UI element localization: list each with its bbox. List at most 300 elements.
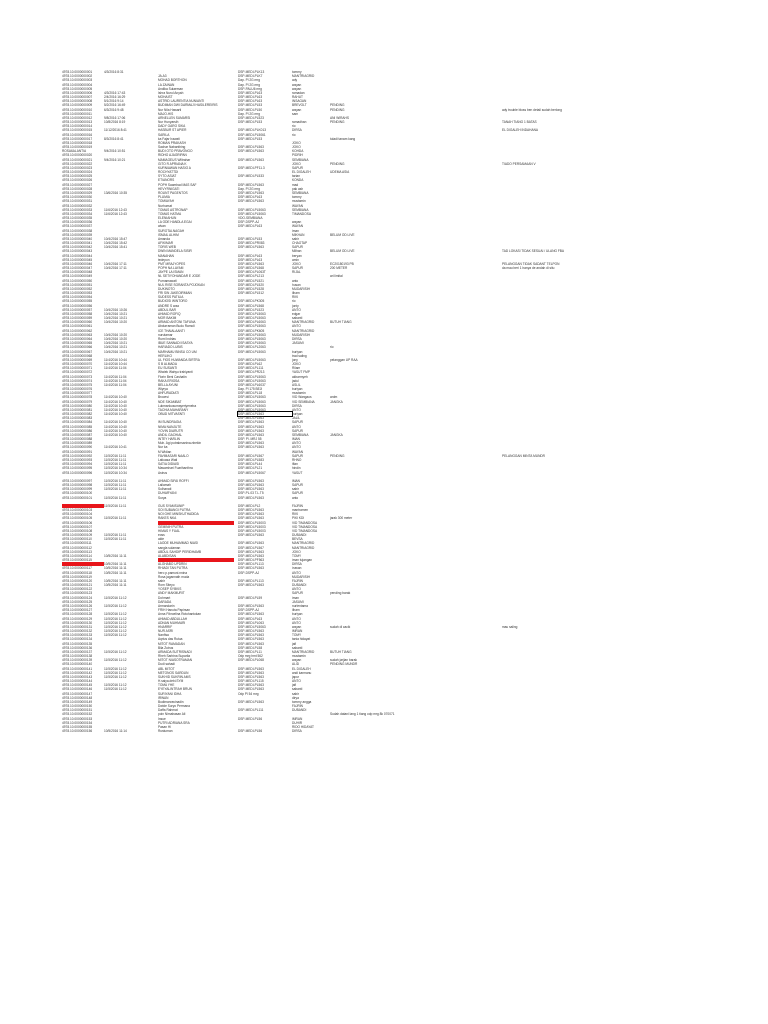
- status-cell: BELUM OD LIVE: [330, 249, 355, 254]
- order-id-cell: 4978.10.0000000117: [62, 566, 92, 571]
- date-cell: 10/5/2016 11:11: [104, 570, 127, 575]
- order-id-cell: 4978.10.0000000147: [62, 691, 93, 696]
- order-id-cell: 4978.10.0000000092: [62, 453, 93, 458]
- customer-name-cell: MAMAGEUS Wiltrahar: [158, 157, 191, 162]
- technician-cell: EL DIGALEH: [292, 666, 311, 671]
- order-id-cell: 4978.10.0000000112: [62, 545, 92, 550]
- technician-cell: iruwan: [292, 566, 302, 571]
- odp-cell: DSP-MEDI-PL563: [238, 145, 264, 150]
- status-cell: tuladi tanam kang: [330, 136, 356, 141]
- order-id-cell: 4978.10.0000000107: [62, 524, 93, 529]
- customer-name-cell: ROCHYATTDI: [158, 170, 179, 175]
- technician-cell: ANTO: [292, 587, 301, 592]
- technician-cell: BREVOLT: [292, 103, 307, 108]
- order-id-cell: 4978.10.0000000028: [62, 186, 93, 191]
- odp-cell: VDO-SEMBIANA: [238, 216, 263, 221]
- date-cell: 11/4/2016 10:40: [104, 399, 127, 404]
- order-id-cell: 4978.10.0000000008: [62, 99, 93, 104]
- customer-name-cell: NUR ASRI: [158, 629, 174, 634]
- date-cell: 11/4/2016 10:44: [104, 362, 127, 367]
- date-cell: 9/4/2016 10:21: [104, 157, 126, 162]
- order-id-cell: 4978.10.0000000128: [62, 612, 93, 617]
- technician-cell: DIRSA: [292, 128, 302, 133]
- odp-cell: DSP-MEDI-PL568: [238, 266, 264, 271]
- order-id-cell: 4978.10.0000000101: [62, 495, 93, 500]
- odp-cell: DSP-MEDI-PL563: [238, 245, 264, 250]
- date-cell: 11/5/2016 11:11: [104, 537, 127, 542]
- odp-cell: Dap. Pl 2G mrg: [238, 186, 260, 191]
- order-id-cell: 4978.10.0000000040: [62, 236, 93, 241]
- order-id-cell: 4978.10.0000000038: [62, 228, 93, 233]
- odp-cell: DSP-MEDI-PL58: [238, 645, 263, 650]
- order-id-cell: 4978.10.0000000079: [62, 399, 93, 404]
- status-cell: ardm: [330, 395, 338, 400]
- odp-cell: DSP-MEDI-PL563: [238, 633, 264, 638]
- technician-cell: edgar: [292, 311, 301, 316]
- odp-cell: DSP-MEDI-PL563: [238, 666, 264, 671]
- date-cell: 11/4/2016 10:40: [104, 424, 127, 429]
- status-cell: ANI WIRAHS: [330, 115, 349, 120]
- order-id-cell: 4978.10.0000000120: [62, 578, 93, 583]
- customer-name-cell: HIMAS Y FUAL: [158, 528, 181, 533]
- customer-name-cell: S B ALMADA: [158, 362, 177, 367]
- odp-cell: DSP-MEDI-PL5067: [238, 470, 266, 475]
- technician-cell: IMRAN: [292, 629, 303, 634]
- date-cell: 13/6/2016 10:35: [104, 190, 128, 195]
- odp-cell: DSP-MEDI-PL563: [238, 190, 264, 195]
- technician-cell: DIRSA: [292, 562, 302, 567]
- odp-cell: DSP-MEDI-PL5063: [238, 337, 266, 341]
- order-id-cell: 4978.10.0000000144: [62, 679, 93, 684]
- customer-name-cell: M Widian: [158, 449, 172, 454]
- odp-cell: DSP-MEDI-PL523: [238, 115, 264, 120]
- technician-cell: sabir: [292, 691, 299, 696]
- odp-cell: DSP-MEDI-PL113: [238, 562, 264, 567]
- remark-cell: PELANGGAN TIDAK SADANT TELPON: [502, 261, 560, 266]
- order-id-cell: 4978.10.0000000114: [62, 553, 92, 558]
- order-id-cell: ROSA6ALANTIA: [62, 149, 87, 154]
- odp-cell: DSP-MEDI-PL568: [238, 303, 264, 308]
- technician-cell: SAPUR: [292, 428, 303, 433]
- status-cell: BUTUH TIANG: [330, 320, 352, 325]
- date-cell: 10/5/2016 11:14: [104, 729, 127, 734]
- date-cell: 6/3/2016 9:48: [104, 107, 124, 112]
- order-id-cell: 4978.10.0000000076: [62, 387, 93, 392]
- date-cell: 5/2/2016 16:49: [104, 103, 126, 108]
- order-id-cell: 4978.10.0000000005: [62, 86, 93, 91]
- customer-name-cell: BUDIMAN DWI DARMAJI HASILEREIRIS: [158, 103, 218, 108]
- order-id-cell: 4978.10.0000000034: [62, 211, 93, 216]
- technician-cell: iflan: [292, 462, 298, 467]
- odp-cell: DSP-MEDI-PL5063: [238, 332, 266, 337]
- technician-cell: RIJAL: [292, 270, 301, 275]
- order-id-cell: 4978.10.0000000032: [62, 203, 93, 208]
- customer-name-cell: UL FIOS HUWANDA SIRTRA: [158, 357, 200, 362]
- technician-cell: FAJRIN: [292, 704, 303, 709]
- customer-name-cell: Sulhanati: [158, 487, 172, 492]
- technician-cell: Milhan: [292, 249, 302, 254]
- technician-cell: TIMANDOSA: [292, 211, 311, 216]
- odp-cell: DSP-MEDI-PL563: [238, 549, 264, 554]
- customer-name-cell: DWIN MANDELA SISIR: [158, 249, 192, 254]
- order-id-cell: 4978.10.0000000131: [62, 624, 93, 629]
- order-id-cell: 4978.10.0000000048: [62, 270, 93, 275]
- remark-cell: mau saling: [502, 624, 518, 629]
- odp-cell: DSP-MEDI-PL5003: [238, 524, 266, 529]
- date-cell: 4/3/2016 17:43: [104, 90, 126, 95]
- order-id-cell: 4978.10.0000000027: [62, 182, 93, 187]
- technician-cell: buriyan: [292, 387, 303, 392]
- customer-name-cell: IRWAN: [158, 695, 169, 700]
- technician-cell: ANTO: [292, 679, 301, 684]
- odp-cell: DSP-MEDI-PL583: [238, 457, 264, 462]
- date-cell: 11/5/2016 11:11: [104, 462, 127, 467]
- date-cell: 11/5/2016 11:11: [104, 457, 127, 462]
- order-id-cell: 4978.10.0000000091: [62, 449, 93, 454]
- technician-cell: MANTRIAGRID: [292, 320, 315, 325]
- date-cell: 9/4/2016 10:51: [104, 149, 126, 154]
- technician-cell: JOKO: [292, 261, 301, 266]
- odp-cell: DSP-MEDI-PL6063: [238, 320, 266, 325]
- order-id-cell: 4978.10.0000000085: [62, 424, 93, 429]
- order-id-cell: 4978.10.0000000047: [62, 266, 93, 271]
- technician-cell: PIDRIH: [292, 153, 303, 158]
- date-cell: 11/5/2016 11:12: [104, 687, 127, 692]
- odp-cell: DSP-MEDI-PL563: [238, 512, 264, 517]
- technician-cell: JASUMI: [292, 599, 304, 604]
- technician-cell: MIKHAN: [292, 232, 305, 237]
- order-id-cell: 4978.10.0000000054: [62, 295, 93, 300]
- odp-cell: DSP-MEDI-PL5063: [238, 316, 266, 321]
- order-id-cell: 4978.10.0000000136: [62, 645, 93, 650]
- technician-cell: SEMBIANA: [292, 190, 309, 195]
- technician-cell: tommy: [292, 195, 302, 200]
- technician-cell: mustamin: [292, 654, 306, 659]
- customer-name-cell: AHFURADIATI: [158, 391, 180, 396]
- date-cell: 10/4/2016 15:47: [104, 236, 128, 241]
- odp-cell: DSP-MEDI-PL5063: [238, 374, 266, 379]
- order-id-cell: 4978.10.0000000096: [62, 470, 93, 475]
- technician-cell: ilham: [292, 291, 300, 296]
- technician-cell: jafi: [292, 683, 297, 688]
- odp-cell: DSP-MEDI-PL111: [238, 366, 264, 371]
- odp-cell: DSP-MEDI-PL563: [238, 416, 264, 421]
- odp-cell: DSP-MEDI-PK605: [238, 328, 265, 333]
- technician-cell: dirya: [292, 695, 299, 700]
- customer-name-cell: JA.A3: [158, 74, 167, 79]
- odp-cell: DSP-MEDI-PL563: [238, 629, 264, 634]
- order-id-cell: 4978.10.0000000067: [62, 349, 93, 354]
- date-cell: 11/5/2016 11:11: [104, 495, 127, 500]
- technician-cell: wayan: [292, 220, 302, 225]
- order-id-cell: 4978.10.0000000071: [62, 366, 93, 371]
- technician-cell: VID SEMBIANA: [292, 399, 315, 404]
- order-id-cell: 4978.10.0000000031: [62, 199, 93, 204]
- date-cell: 11/4/2016 10:41: [104, 445, 127, 450]
- odp-cell: DSP-MEDI-PL2: [238, 503, 261, 508]
- technician-cell: nurlentama: [292, 604, 308, 608]
- odp-cell: DSP-MEDI-PL53: [238, 103, 263, 108]
- order-id-cell: 4978.10.0000000053: [62, 291, 93, 296]
- order-id-cell: 4978.10.0000000141: [62, 666, 93, 671]
- order-id-cell: 4978.10.0000000066: [62, 345, 93, 350]
- odp-cell: DSP-MEDI-PL563: [238, 553, 264, 558]
- order-id-cell: 4978.10.0000000156: [62, 729, 93, 734]
- status-cell: PENDING: [330, 107, 345, 112]
- odp-cell: DSP-MEDI-PL63: [238, 253, 263, 258]
- technician-cell: FAJRIN: [292, 578, 303, 583]
- odp-cell: DSP-MEDI-PR083: [238, 241, 265, 246]
- technician-cell: JASUMI: [292, 341, 304, 346]
- technician-cell: japur: [292, 674, 300, 679]
- customer-name-cell: Abdurraman Budu Ramoli: [158, 324, 195, 329]
- order-id-cell: 4978.10.0000000115: [62, 558, 92, 563]
- customer-name-cell: ISMAIL ALHIM: [158, 232, 179, 237]
- order-id-cell: 4978.10.0000000060: [62, 320, 93, 325]
- order-id-cell: 4978.10.0000000152: [62, 712, 93, 717]
- customer-name-cell: nurutamar: [158, 332, 173, 337]
- customer-name-cell: SURIYANI IDHA: [158, 691, 182, 696]
- customer-name-cell: Wiyrya: [158, 387, 168, 392]
- odp-cell: DSP-DSPP-AJ: [238, 220, 260, 225]
- technician-cell: tania hidayat: [292, 637, 311, 642]
- date-cell: 10/4/2016 15:42: [104, 241, 128, 246]
- date-cell: 10/4/2016 15:41: [104, 245, 128, 250]
- technician-cell: sabir: [292, 236, 299, 241]
- odp-cell: DSP-MEDI-PLK13: [238, 70, 265, 74]
- date-cell: 11/5/2016 10:34: [104, 466, 127, 471]
- technician-cell: sabanti: [292, 645, 303, 650]
- odp-cell: DSP-MEDI-PL563: [238, 182, 264, 187]
- customer-name-cell: RAKA ERIOSA: [158, 378, 180, 383]
- order-id-cell: 4978.10.0000000069: [62, 357, 93, 362]
- technician-cell: ALID: [292, 662, 300, 667]
- date-cell: 11/5/2016 11:12: [104, 629, 127, 634]
- order-id-cell: 4978.10.0000000121: [62, 583, 93, 588]
- customer-name-cell: Armandarin: [158, 604, 175, 608]
- customer-name-cell: Lukmankusumayeriyeneba: [158, 403, 197, 408]
- customer-name-cell: TACHIA MAHARANY: [158, 407, 189, 412]
- date-cell: 2/4/2016 16:29: [104, 95, 126, 100]
- order-id-cell: 4978.10.0000000051: [62, 282, 93, 287]
- odp-cell: DSP-MEDI-PL113: [238, 578, 264, 583]
- technician-cell: anto: [292, 495, 299, 500]
- customer-name-cell: BELLA AYUNI: [158, 382, 178, 387]
- odp-cell: Dap. Pl 2G mrg: [238, 82, 260, 87]
- technician-cell: MANTRIAGRID: [292, 545, 315, 550]
- customer-name-cell: ROUNT PAGENTOS: [158, 190, 188, 195]
- date-cell: 10/4/2016 17:11: [104, 261, 127, 266]
- order-id-cell: 4978.10.0000000013: [62, 120, 93, 125]
- date-cell: 10/4/2016 10:21: [104, 345, 128, 350]
- order-id-cell: 4978.10.0000000033: [62, 207, 93, 212]
- technician-cell: DUBANDI: [292, 533, 307, 538]
- date-cell: 10/4/2016 10:20: [104, 320, 128, 325]
- odp-cell: DSP-DSPP-AJ: [238, 608, 260, 613]
- odp-cell: Odp Pl 54 mrg: [238, 691, 259, 696]
- technician-cell: YASUT FMP: [292, 370, 310, 375]
- customer-name-cell: eoss: [158, 533, 165, 538]
- technician-cell: VID TIMANDOSA: [292, 528, 318, 533]
- date-cell: 11/4/2016 10:40: [104, 412, 127, 417]
- remark-cell: EL DIGALEH INDAHANA: [502, 128, 539, 133]
- order-id-cell: 4978.10.0000000099: [62, 487, 93, 492]
- customer-name-cell: LAODE MUHAMMAD NIASI: [158, 541, 199, 546]
- technician-cell: wayan: [292, 107, 302, 112]
- odp-cell: DSP. Pl. MRJ 55: [238, 437, 262, 442]
- customer-name-cell: EU SUSANTI: [158, 366, 178, 371]
- order-id-cell: 4978.10.0000000007: [62, 95, 93, 100]
- technician-cell: ASLIL: [292, 382, 301, 387]
- odp-cell: Dap. Pl 2G mrg: [238, 78, 260, 83]
- remark-cell: TIADO PERSAMAAN V: [502, 161, 536, 166]
- date-cell: 5/1/2016 9:14: [104, 99, 124, 104]
- technician-cell: wayan: [292, 624, 302, 629]
- date-cell: 11/5/2016 11:12: [104, 670, 127, 675]
- customer-name-cell: Sachar Nabanthing: [158, 145, 186, 150]
- customer-name-cell: MAJO-HIS: [158, 111, 174, 116]
- order-id-cell: 4978.10.0000000078: [62, 395, 93, 400]
- customer-name-cell: NUL RISE SORANTA POJOKAN: [158, 282, 205, 287]
- date-cell: 11/4/2016 11:04: [104, 366, 127, 371]
- odp-cell: DSP-MEDI-PL068: [238, 658, 264, 663]
- customer-name-cell: Dohmart: [158, 595, 171, 600]
- odp-cell: DSP-MEDI-PL563: [238, 541, 264, 546]
- customer-name-cell: MARHAMU BINSU CO UM: [158, 349, 197, 354]
- technician-cell: rio: [292, 132, 296, 137]
- order-id-cell: 4978.10.0000000090: [62, 445, 93, 450]
- odp-cell: DSP-MEDI-PL21: [238, 466, 263, 471]
- technician-cell: FAJRIN: [292, 503, 303, 508]
- date-cell: 10/5/2016 11:11: [104, 583, 127, 588]
- customer-name-cell: Nur Nila Hawarti: [158, 107, 182, 112]
- odp-cell: DSP-MEDI-PL563: [238, 508, 264, 513]
- date-cell: 11/4/2016 11:04: [104, 382, 127, 387]
- customer-name-cell: Nur Hunyarsih: [158, 120, 179, 125]
- technician-cell: WAYAN: [292, 203, 304, 208]
- technician-cell: JOKO: [292, 145, 301, 150]
- order-id-cell: 4978.10.0000000080: [62, 403, 93, 408]
- customer-name-cell: HARIADO LUBIS: [158, 345, 183, 350]
- customer-name-cell: IBUE SANNADI ISASYA: [158, 341, 193, 346]
- date-cell: 11/5/2016 11:12: [104, 620, 127, 625]
- customer-name-cell: DUHARYANI: [158, 491, 177, 496]
- customer-name-cell: TOMAS ASTRONAP: [158, 207, 188, 212]
- odp-cell: DSP-MEDI-PL512: [238, 291, 264, 296]
- customer-name-cell: Rosa jagannath muda: [158, 574, 190, 579]
- odp-cell: DSP-MEDI-PLK013: [238, 128, 266, 133]
- order-id-cell: 4978.10.0000000021: [62, 157, 93, 162]
- date-cell: 11/5/2016 11:12: [104, 674, 127, 679]
- remark-cell: TANAH TIANG 1 BATAS: [502, 120, 537, 125]
- customer-name-cell: HERLIKO: [158, 353, 172, 358]
- order-id-cell: 4978.10.0000000001: [62, 70, 93, 74]
- customer-name-cell: PLUMIA: [158, 195, 170, 200]
- order-id-cell: 4978.10.0000000010: [62, 107, 93, 112]
- status-cell: sudah jarjian barak: [330, 658, 357, 663]
- odp-cell: DSP-MEDI-PL5063: [238, 311, 266, 316]
- technician-cell: jony: [292, 357, 298, 362]
- odp-cell: DSP-MEDI-PL18: [238, 391, 263, 396]
- customer-name-cell: PUTRI ADRIANA SRA: [158, 720, 190, 725]
- customer-name-cell: poin Nimahasan Ali: [158, 712, 186, 717]
- status-cell: PENDING: [330, 453, 345, 458]
- order-id-cell: 4978.10.0000000134: [62, 637, 93, 642]
- order-id-cell: 4978.10.0000000142: [62, 670, 93, 675]
- customer-name-cell: NL SETIYOHANDAR E JODE: [158, 274, 201, 279]
- odp-cell: DSP-MEDI-PL5063: [238, 399, 266, 404]
- customer-name-cell: Ishra Nurul Anyah: [158, 90, 184, 95]
- order-id-cell: 4978.10.0000000063: [62, 332, 93, 337]
- customer-name-cell: RAKES NKA: [158, 516, 177, 521]
- order-id-cell: 4978.10.0000000004: [62, 82, 93, 87]
- customer-name-cell: NIMA NANJUTE: [158, 424, 182, 429]
- date-cell: 11/4/2016 10:40: [104, 432, 127, 437]
- odp-cell: DSP-MEDI-PL563: [238, 157, 264, 162]
- technician-cell: PIKI KDI: [292, 516, 305, 521]
- odp-cell: DSP-MEDI-PL563: [238, 533, 264, 538]
- technician-cell: mad: [292, 182, 299, 187]
- technician-cell: andi karmanu: [292, 670, 312, 675]
- order-id-cell: 4978.10.0000000119: [62, 574, 92, 579]
- order-id-cell: 4978.10.0000000020: [62, 153, 93, 158]
- date-cell: 10/8/2016 8:19: [104, 120, 126, 125]
- technician-cell: SEMBIANA: [292, 207, 309, 212]
- customer-name-cell: MITOT RAMADAN: [158, 641, 185, 646]
- customer-name-cell: GUS SYAMSUNIP: [158, 503, 185, 508]
- odp-cell: DSP-MEDI-PL563: [238, 424, 264, 429]
- odp-cell: DSP-MEDI-PL063T: [238, 270, 266, 275]
- customer-name-cell: JAYPE LA ISMAN: [158, 270, 184, 275]
- order-id-cell: 4978.10.0000000124: [62, 595, 93, 600]
- odp-cell: DSP-MEDI-PL53: [238, 120, 263, 125]
- odp-cell: DSP-MEDI-PL63: [238, 95, 263, 100]
- date-cell: 11/12/2016 8:41: [104, 128, 127, 133]
- technician-cell: KONDA: [292, 178, 304, 183]
- order-id-cell: 4978.10.0000000081: [62, 407, 93, 412]
- odp-cell: DSP-MEDI-PL567: [238, 545, 264, 550]
- customer-name-cell: SARILA: [158, 132, 170, 137]
- customer-name-cell: TOMAS HATMA: [158, 211, 182, 216]
- customer-name-cell: POPH Saamhad MAS SAF: [158, 182, 197, 187]
- technician-cell: tommy angga: [292, 699, 312, 704]
- order-id-cell: 4978.10.0000000139: [62, 658, 93, 663]
- date-cell: 11/5/2016 11:11: [104, 478, 127, 483]
- order-id-cell: 4978.10.0000000126: [62, 604, 93, 608]
- customer-name-cell: ARMAD ANTONI TAFUNA: [158, 320, 196, 325]
- order-id-cell: 4978.10.0000000148: [62, 695, 93, 700]
- technician-cell: JOKO: [292, 362, 301, 367]
- customer-name-cell: YOVIN DIARUTR: [158, 428, 183, 433]
- odp-cell: DSP-MEDI-PL563: [238, 516, 264, 521]
- odp-cell: DSP-MEDI-PLK7: [238, 74, 263, 79]
- customer-name-cell: Brocesi: [158, 395, 169, 400]
- status-cell: pending barak: [330, 591, 351, 596]
- odp-cell: DSP-MEDI-PL563: [238, 261, 264, 266]
- order-id-cell: 4978.10.0000000012: [62, 115, 93, 120]
- customer-name-cell: ANDY MAKMURIT: [158, 591, 185, 596]
- order-id-cell: 4978.10.0000000046: [62, 261, 93, 266]
- odp-cell: DSP-MEDI-PL563: [238, 483, 264, 488]
- order-id-cell: 4978.10.0000000006: [62, 90, 93, 95]
- customer-name-cell: METONOS SARDUN: [158, 670, 189, 675]
- odp-cell: DSP-MEDI-PL5063: [238, 357, 266, 362]
- technician-cell: MANTRIAGRID: [292, 74, 315, 79]
- order-id-cell: 4978.10.0000000009: [62, 103, 93, 108]
- technician-cell: MANTRIAGRID: [292, 649, 315, 654]
- technician-cell: ady: [292, 78, 298, 83]
- customer-name-cell: FRIH Hanuta Papirsan: [158, 608, 191, 613]
